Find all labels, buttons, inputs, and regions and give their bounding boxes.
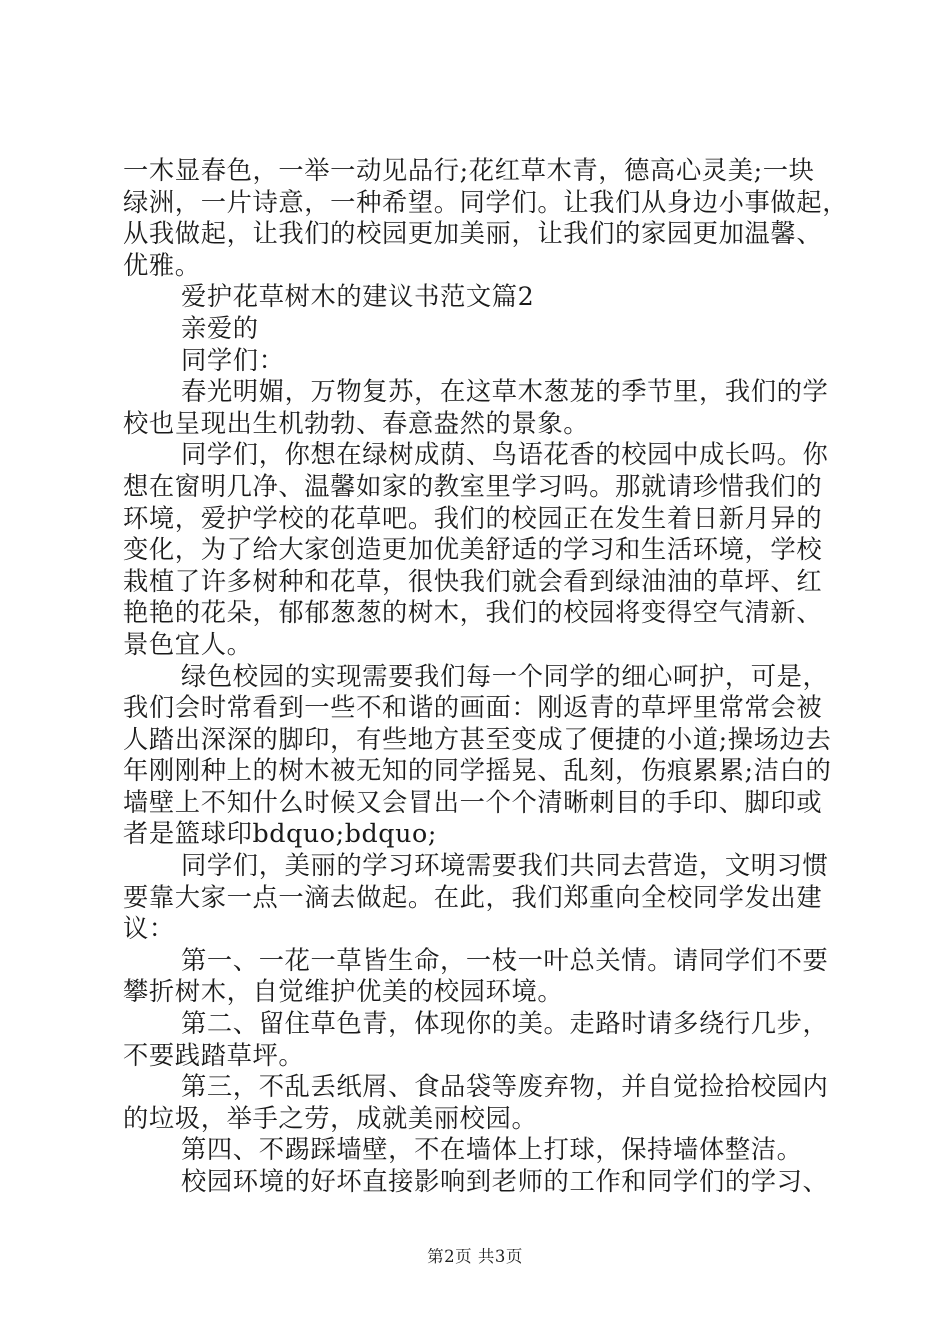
paragraph (123, 850, 835, 945)
text-line: 墙壁上不知什么时候又会冒出一个个清晰刺目的手印、脚印或 (123, 787, 823, 817)
paragraph (123, 1134, 835, 1166)
text-line: 攀折树木，自觉维护优美的校园环境。 (123, 977, 564, 1007)
text-line: 要靠大家一点一滴去做起。在此，我们郑重向全校同学发出建 (123, 882, 823, 912)
text-line: 议： (123, 914, 175, 944)
text-line: 想在窗明几净、温馨如家的教室里学习吗。那就请珍惜我们的 (123, 471, 823, 501)
text-line: 校园环境的好坏直接影响到老师的工作和同学们的学习、 (181, 1167, 829, 1196)
text-line: 第二、留住草色青，体现你的美。走路时请多绕行几步， (181, 1009, 829, 1039)
text-line: 者是篮球印bdquo;bdquo; (123, 819, 437, 849)
text-line: 同学们，你想在绿树成荫、鸟语花香的校园中成长吗。你 (181, 440, 829, 470)
text-line: 爱护花草树木的建议书范文篇2 (181, 282, 535, 312)
text-line: 一木显春色，一举一动见品行;花红草木青，德高心灵美;一块 (123, 156, 815, 185)
text-line: 第四、不踢踩墙壁，不在墙体上打球，保持墙体整洁。 (181, 1135, 803, 1165)
paragraph (123, 1008, 835, 1071)
text-line: 亲爱的 (181, 313, 259, 343)
text-line: 春光明媚，万物复苏，在这草木葱茏的季节里，我们的学 (181, 377, 829, 407)
page-number: 第2页 共3页 (427, 1247, 523, 1266)
paragraph (123, 945, 835, 1008)
text-line: 景色宜人。 (123, 629, 253, 659)
text-line: 校也呈现出生机勃勃、春意盎然的景象。 (123, 408, 590, 438)
text-line: 同学们： (181, 345, 285, 375)
text-line: 环境，爱护学校的花草吧。我们的校园正在发生着日新月异的 (123, 503, 823, 533)
text-line: 第一、一花一草皆生命，一枝一叶总关情。请同学们不要 (181, 945, 829, 975)
text-line: 从我做起，让我们的校园更加美丽，让我们的家园更加温馨、 (123, 219, 823, 249)
text-line: 优雅。 (123, 250, 201, 280)
paragraph (123, 155, 849, 281)
paragraph (123, 313, 835, 345)
text-line: 变化，为了给大家创造更加优美舒适的学习和生活环境，学校 (123, 535, 823, 565)
paragraph (123, 345, 835, 377)
text-line: 人踏出深深的脚印，有些地方甚至变成了便捷的小道;操场边去 (123, 724, 832, 754)
text-line: 艳艳的花朵，郁郁葱葱的树木，我们的校园将变得空气清新、 (123, 598, 823, 628)
paragraph (123, 1166, 835, 1198)
text-line: 的垃圾，举手之劳，成就美丽校园。 (123, 1103, 538, 1133)
text-line: 年刚刚种上的树木被无知的同学摇晃、乱刻，伤痕累累;洁白的 (123, 756, 832, 786)
paragraph (123, 1071, 835, 1134)
text-line: 我们会时常看到一些不和谐的画面：刚返青的草坪里常常会被 (123, 693, 823, 723)
paragraph (123, 661, 835, 851)
text-line: 绿色校园的实现需要我们每一个同学的细心呵护，可是， (181, 661, 829, 691)
text-line: 第三，不乱丢纸屑、食品袋等废弃物，并自觉捡拾校园内 (181, 1072, 829, 1102)
text-line: 绿洲，一片诗意，一种希望。同学们。让我们从身边小事做起， (123, 187, 849, 217)
text-line: 不要践踏草坪。 (123, 1040, 305, 1070)
paragraph (123, 439, 835, 660)
paragraph (123, 281, 835, 313)
document-body (123, 155, 849, 1198)
text-line: 栽植了许多树种和花草，很快我们就会看到绿油油的草坪、红 (123, 566, 823, 596)
paragraph (123, 376, 835, 439)
text-line: 同学们，美丽的学习环境需要我们共同去营造，文明习惯 (181, 851, 829, 881)
